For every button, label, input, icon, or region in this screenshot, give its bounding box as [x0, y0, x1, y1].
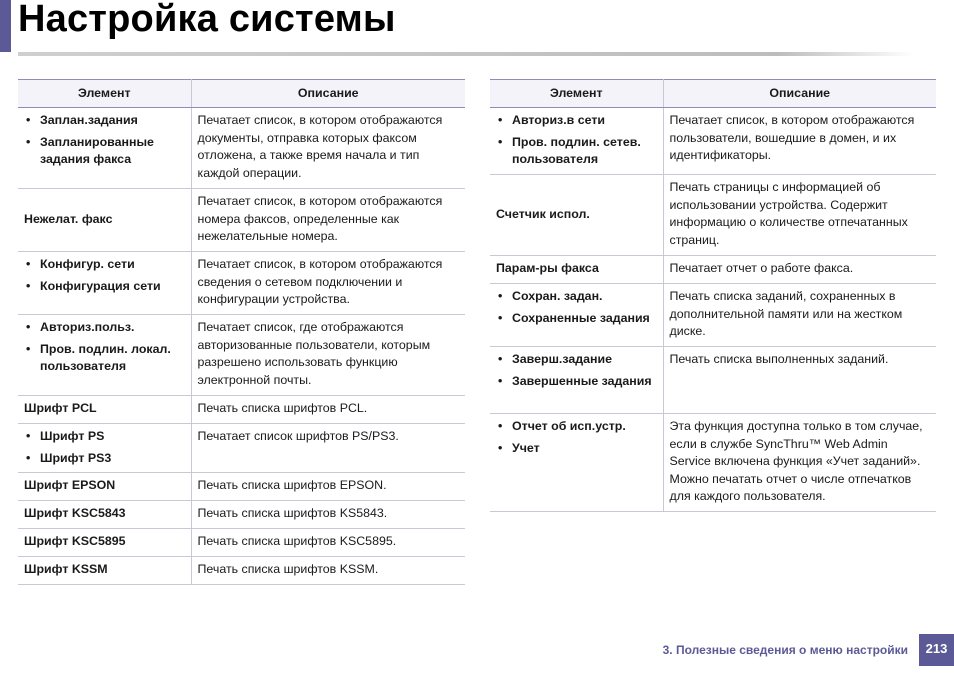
description-cell: Печать списка шрифтов PCL.: [191, 396, 465, 424]
description-cell: Эта функция доступна только в том случае, если в службе SyncThru™ Web Admin Service включена функция «Учет заданий». Можно печатать отчет о числе отпечатков для каждого пользователя.: [663, 414, 936, 512]
title-accent-bar: [0, 0, 11, 52]
page-number-badge: 213: [919, 634, 954, 666]
column-header-element: Элемент: [490, 80, 663, 108]
list-item: • Заплан.задания: [24, 112, 185, 130]
element-cell: [18, 424, 191, 473]
description-cell: Печатает список, где отображаются авторизованные пользователи, которым разрешено использовать функцию электронной почты.: [191, 315, 465, 396]
element-list: [496, 288, 657, 327]
table-row: [490, 284, 936, 347]
description-cell: Печатает список, в котором отображаются номера факсов, определенные как нежелательные номера.: [191, 189, 465, 252]
description-cell: Печатает список, в котором отображаются документы, отправка которых факсом отложена, а также время начала и тип каждой операции.: [191, 108, 465, 189]
element-cell: [490, 414, 663, 512]
table-row: [18, 252, 465, 315]
element-list: [24, 428, 185, 467]
table-row: [490, 108, 936, 175]
table-row: [490, 347, 936, 414]
element-cell: Счетчик испол.: [490, 175, 663, 256]
element-list: [496, 351, 657, 390]
list-item: • Сохран. задан.: [496, 288, 657, 306]
element-list: [24, 256, 185, 295]
element-cell: Парам-ры факса: [490, 256, 663, 284]
list-item: • Конфигур. сети: [24, 256, 185, 274]
element-list: [24, 319, 185, 376]
description-cell: Печатает отчет о работе факса.: [663, 256, 936, 284]
list-item: • Пров. подлин. сетев. пользователя: [496, 134, 657, 169]
table-row: [18, 424, 465, 473]
element-cell: Шрифт PCL: [18, 396, 191, 424]
table-row: [490, 175, 936, 256]
title-divider: [18, 52, 914, 56]
list-item: • Конфигурация сети: [24, 278, 185, 296]
element-cell: [490, 108, 663, 175]
description-cell: Печатает список, в котором отображаются пользователи, вошедшие в домен, и их идентификаторы.: [663, 108, 936, 175]
element-cell: Шрифт KSC5895: [18, 529, 191, 557]
column-header-description: Описание: [191, 80, 465, 108]
element-list: [496, 418, 657, 457]
element-cell: [18, 315, 191, 396]
table-row: [490, 414, 936, 512]
table-row: [18, 529, 465, 557]
list-item: • Запланированные задания факса: [24, 134, 185, 169]
table-row: [18, 557, 465, 585]
description-cell: Печатает список, в котором отображаются сведения о сетевом подключении и конфигурации устройства.: [191, 252, 465, 315]
table-row: [18, 473, 465, 501]
column-header-description: Описание: [663, 80, 936, 108]
column-header-element: Элемент: [18, 80, 191, 108]
list-item: • Пров. подлин. локал. пользователя: [24, 341, 185, 376]
list-item: • Учет: [496, 440, 657, 458]
table-row: [18, 501, 465, 529]
table-row: [18, 315, 465, 396]
element-list: [496, 112, 657, 169]
options-table-right: [490, 79, 936, 512]
element-cell: Шрифт EPSON: [18, 473, 191, 501]
element-cell: [490, 284, 663, 347]
options-table-left: [18, 79, 465, 585]
page-title: Настройка системы: [18, 0, 396, 40]
list-item: • Шрифт PS3: [24, 450, 185, 468]
element-cell: Шрифт KSC5843: [18, 501, 191, 529]
description-cell: Печать списка шрифтов KS5843.: [191, 501, 465, 529]
list-item: • Заверш.задание: [496, 351, 657, 369]
element-cell: [490, 347, 663, 414]
description-cell: Печать списка шрифтов EPSON.: [191, 473, 465, 501]
table-header-row: [490, 80, 936, 108]
list-item: • Отчет об исп.устр.: [496, 418, 657, 436]
element-cell: Шрифт KSSM: [18, 557, 191, 585]
list-item: • Завершенные задания: [496, 373, 657, 391]
element-cell: [18, 108, 191, 189]
table-row: [18, 189, 465, 252]
description-cell: Печать списка шрифтов KSC5895.: [191, 529, 465, 557]
description-cell: Печать списка шрифтов KSSM.: [191, 557, 465, 585]
list-item: • Авториз.польз.: [24, 319, 185, 337]
footer-chapter-title: 3. Полезные сведения о меню настройки: [662, 643, 908, 657]
list-item: • Шрифт PS: [24, 428, 185, 446]
element-list: [24, 112, 185, 169]
table-header-row: [18, 80, 465, 108]
table-row: [18, 108, 465, 189]
description-cell: Печать списка выполненных заданий.: [663, 347, 936, 414]
element-cell: Нежелат. факс: [18, 189, 191, 252]
list-item: • Авториз.в сети: [496, 112, 657, 130]
list-item: • Сохраненные задания: [496, 310, 657, 328]
element-cell: [18, 252, 191, 315]
description-cell: Печать страницы с информацией об использовании устройства. Содержит информацию о количестве отпечатанных страниц.: [663, 175, 936, 256]
table-row: [18, 396, 465, 424]
description-cell: Печатает список шрифтов PS/PS3.: [191, 424, 465, 473]
table-row: [490, 256, 936, 284]
description-cell: Печать списка заданий, сохраненных в дополнительной памяти или на жестком диске.: [663, 284, 936, 347]
